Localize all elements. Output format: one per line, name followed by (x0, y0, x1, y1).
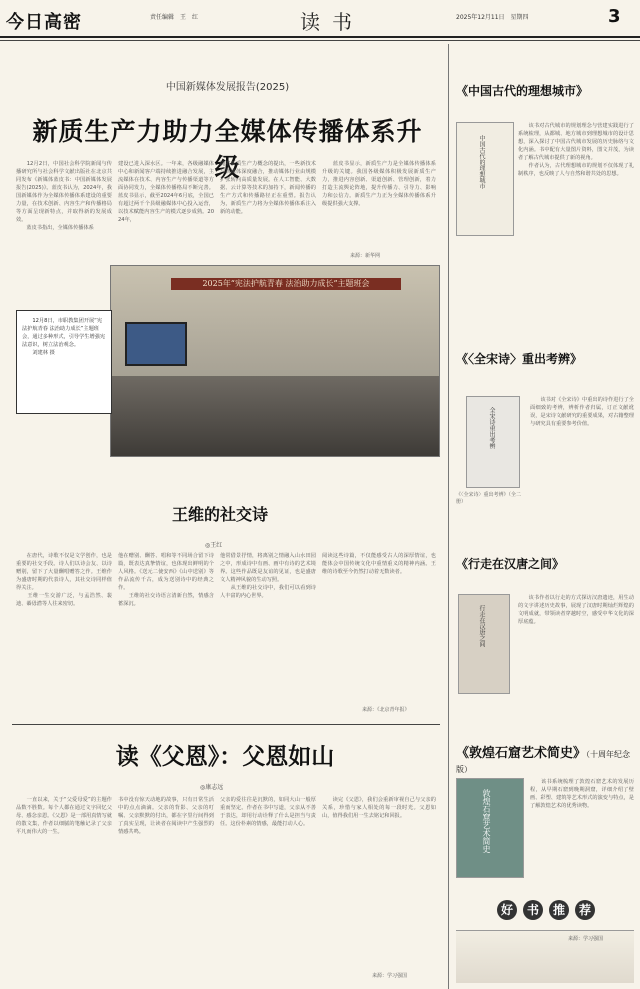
article-source: 来源：新华网 (350, 253, 381, 259)
section-title: 读书 (300, 10, 364, 34)
book-title-main: 《敦煌石窟艺术简史》 (456, 746, 587, 761)
book-cover (456, 778, 524, 878)
article-column: 父亲的爱往往是沉默的，如同大山一般厚重而坚定。作者在书中写道，父亲从不善于表达，却用行动诠释了什么是担当与责任。这份朴素的情感，最能打动人心。 (220, 797, 316, 827)
book-title: 《中国古代的理想城市》 (456, 84, 589, 98)
article-column: 读完《父恩》，我们会重新审视自己与父亲的关系，珍惜与家人相处的每一段时光。父恩如山，值得我们用一生去铭记和回报。 (322, 797, 436, 819)
recommend-label (476, 900, 616, 920)
photo-banner: 2025年“宪法护航青春 法治助力成长”主题班会 (171, 278, 401, 290)
article-column: 随着新质生产力概念的提出，一些新技术与新媒体深度融合，推动媒体行业由规模扩张转向高质量发展。在人工智能、大数据、云计算等技术的加持下，新闻传播的生产方式和传播路径正在重塑。报告认为，新质生产力将为全媒体传播体系注入新的动能。 (220, 161, 316, 215)
recommend-char: 荐 (575, 900, 595, 920)
students-area (111, 376, 439, 456)
book-description: 该书系统梳理了敦煌石窟艺术的发展历程，从早期石窟到晚期洞窟，详细介绍了壁画、彩塑、建筑等艺术形式的演变与特点，是了解敦煌艺术的优秀读物。 (530, 779, 634, 809)
cover-text: 敦煌石窟艺术简史 (482, 789, 491, 853)
article-column: 书中没有惊天动地的故事，只有日常生活中的点点滴滴。父亲的背影、父亲的叮嘱、父亲默默的付出，都在字里行间得到了真实呈现，让读者在阅读中产生强烈的情感共鸣。 (118, 797, 214, 835)
section-rule (12, 724, 440, 725)
recommend-char: 推 (549, 900, 569, 920)
book-title: 《〈全宋诗〉重出考辨》 (456, 352, 583, 366)
news-photo (110, 265, 440, 457)
editor-line: 责任编辑 王 红 (150, 14, 199, 21)
article-headline: 读《父恩》：父恩如山 (115, 744, 335, 770)
article-source: 来源：学习强国 (372, 973, 408, 979)
cover-text: 行走在汉唐之间 (478, 605, 485, 647)
decorative-illustration (456, 930, 634, 983)
cover-caption: 《〈全宋诗〉重出考辨》（全二册） (456, 492, 522, 505)
article-column: 他在赠别、酬答、唱和等不同场合留下诗篇，既表达真挚情谊，也体现出鲜明的个人风格。《送元二使安西》《山中送别》等作品流传千古，成为送别诗中的经典之作。 王维的社交诗语言清新自然，情感含蓄深沉。 (118, 553, 214, 607)
cover-text: 中国古代的理想城市 (478, 135, 485, 189)
sidebar-divider (448, 44, 449, 989)
article-column: 他常借景抒情，将离别之情融入山水田园之中，形成诗中有画、画中有诗的艺术境界。这些作品既是友谊的见证，也是盛唐文人精神风貌的生动写照。 从王维的社交诗中，我们可以看到诗人丰富的内心世界。 (220, 553, 316, 599)
newspaper-logo: 今日高密 (6, 12, 82, 33)
article-column: 在唐代，诗歌不仅是文学创作，也是重要的社交手段。诗人们以诗会友、以诗赠别，留下了大量酬唱赠答之作。王维作为盛唐时期的代表诗人，其社交诗同样值得关注。 王维一生交游广泛，与孟浩然、裴迪、綦毋潜等人往来密切。 (16, 553, 112, 607)
article-headline: 新质生产力助力全媒体传播体系升级 (32, 117, 423, 182)
book-cover (456, 122, 514, 236)
photo-caption: 12月8日，市职教集团开展“宪法护航青春 法治助力成长”主题班会，通过多种形式，引导学生增强宪法意识，树立法治观念。 刘建林 摄 (16, 310, 112, 414)
article-byline: ◎康志远 (200, 784, 224, 791)
book-title: 《行走在汉唐之间》 (456, 557, 565, 571)
masthead-rule (0, 36, 640, 38)
article-column: 12月2日，中国社会科学院新闻与传播研究所与社会科学文献出版社在北京共同发布《新媒体蓝皮书：中国新媒体发展报告(2025)》。蓝皮书认为，2024年，我国新媒体作为全媒体传播体系建设的重要力量，在技术创新、内容生产和传播格局等方面呈现新特点，并取得新的发展成效。 蓝皮书指出，全媒体传播体系 (16, 161, 112, 231)
book-description: 该书对《全宋诗》中重出的诗作进行了全面细致的考辨，辨析作者归属，订正文献讹误，是宋诗文献研究的重要成果，对古籍整理与研究具有重要参考价值。 (530, 397, 634, 427)
article-kicker: 中国新媒体发展报告(2025) (165, 82, 290, 93)
cover-text: 全宋诗重出考辨 (488, 407, 495, 449)
page-number: 3 (608, 6, 621, 27)
recommend-char: 书 (523, 900, 543, 920)
classroom-screen (125, 322, 187, 366)
recommend-source: 来源：学习强国 (568, 936, 604, 942)
recommend-char: 好 (497, 900, 517, 920)
book-cover (458, 594, 510, 694)
book-cover (466, 396, 520, 488)
article-headline: 王维的社交诗 (171, 505, 268, 524)
article-byline: ◎王红 (205, 542, 223, 549)
issue-date: 2025年12月11日 星期四 (456, 14, 529, 21)
article-column: 一直以来，关于“父爱母爱”的主题作品数不胜数。每个人都在通过文字回忆父母、感念亲恩。《父恩》是一部用真情写就的散文集，作者以细腻的笔触记录了父亲平凡而伟大的一生。 (16, 797, 112, 835)
book-description: 该书对古代城市的规划理念与营建实践进行了系统梳理，从都城、地方城市到理想城市的设计思想，深入探讨了中国古代城市发展的历史脉络与文化内涵。书中配有大量图片资料，图文并茂，为读者了解古代城市提供了新的视角。 作者认为，古代理想城市的规划不仅体现了礼制秩序，也反映了人与自然和谐共处的思想。 (518, 123, 634, 177)
article-source: 来源：《北京青年报》 (362, 707, 410, 713)
article-column: 蓝皮书显示，新质生产力是全媒体传播体系升级的关键。我国各级媒体积极发展新质生产力，推进内容创新、渠道创新、管理创新，着力打造主流舆论阵地，提升传播力、引导力、影响力和公信力。新质生产力正为全媒体传播体系升级提供强大支撑。 (322, 161, 436, 207)
book-subtitle: （十周年纪念版） (456, 750, 631, 774)
book-title (456, 742, 640, 776)
book-description: 该书作者以行走的方式探访汉唐遗迹，用生动的文字讲述历史故事，展现了汉唐时期灿烂辉煌的文明成就，带领读者穿越时空，感受中华文化的深厚底蕴。 (518, 595, 634, 625)
recommend-banner (476, 900, 616, 924)
article-column: 建设已进入深水区。一年来，各级融媒体中心和新闻客户端持续推进融合发展，主流媒体在技术、内容生产与传播渠道等方面协同发力，全媒体传播格局不断完善。蓝皮书显示，截至2024年6月底，全国已有超过两千个县级融媒体中心投入运营，以技术赋能内容生产的模式逐步成熟。2024年， (118, 161, 214, 223)
masthead-rule-thin (0, 40, 640, 41)
article-column: 阅读这些诗篇，不仅能感受古人的深厚情谊，也能体会中国传统文化中重情重义的精神内涵。王维的诗歌至今仍然打动着无数读者。 (322, 553, 436, 575)
